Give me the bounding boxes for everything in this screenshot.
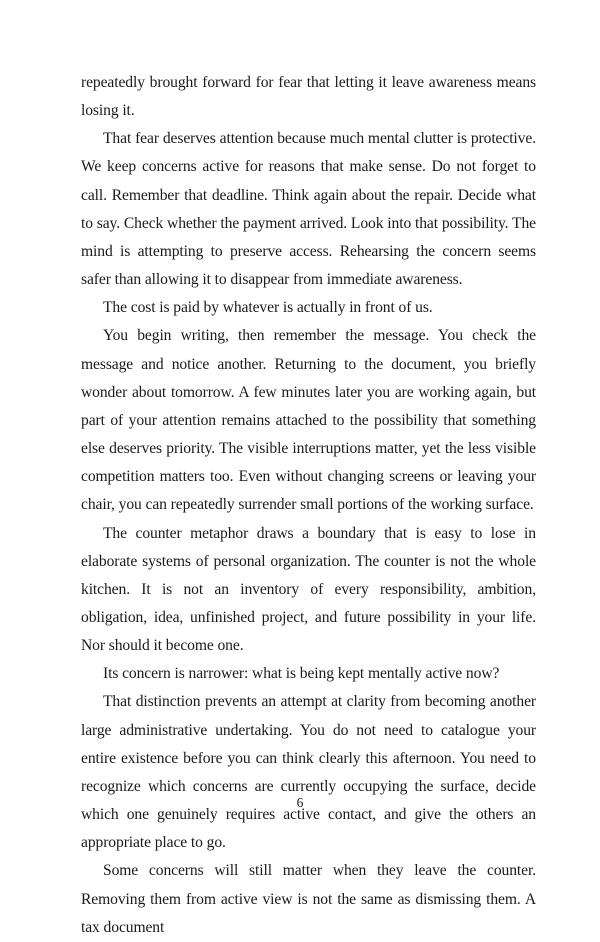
paragraph-continuation: repeatedly brought forward for fear that letting it leave awareness means losing it.	[81, 74, 536, 120]
paragraph: That distinction prevents an attempt at clarity from becoming another large administrative undertaking. You do not need to catalogue your entire existence before you can think clearly this afternoon. You need to recognize which concerns are currently occupying the surface, decide which one genuinely requires active contact, and give the others an appropriate place to go.	[81, 693, 536, 852]
paragraph: You begin writing, then remember the message. You check the message and notice another. Returning to the document, you briefly wonder about tomorrow. A few minutes later you are working again, but part of your attention remains attached to the possibility that something else deserves priority. The visible interruptions matter, yet the less visible competition matters too. Even without changing screens or leaving your chair, you can repeatedly surrender small portions of the working surface.	[81, 327, 536, 514]
paragraph: That fear deserves attention because much mental clutter is protective. We keep concerns active for reasons that make sense. Do not forget to call. Remember that deadline. Think again about the repair. Decide what to say. Check whether the payment arrived. Look into that possibility. The mind is attempting to preserve access. Rehearsing the concern seems safer than allowing it to disappear from immediate awareness.	[81, 130, 536, 289]
paragraph: Some concerns will still matter when they leave the counter. Removing them from active view is not the same as dismissing them. A tax document	[81, 862, 536, 936]
page-number: 6	[296, 795, 304, 810]
paragraph: Its concern is narrower: what is being kept mentally active now?	[103, 665, 500, 683]
paragraph: The cost is paid by whatever is actually in front of us.	[103, 299, 433, 317]
paragraph: The counter metaphor draws a boundary that is easy to lose in elaborate systems of personal organization. The counter is not the whole kitchen. It is not an inventory of every responsibility, ambition, obligation, idea, unfinished project, and future possibility in your life. Nor should it become one.	[81, 524, 536, 655]
